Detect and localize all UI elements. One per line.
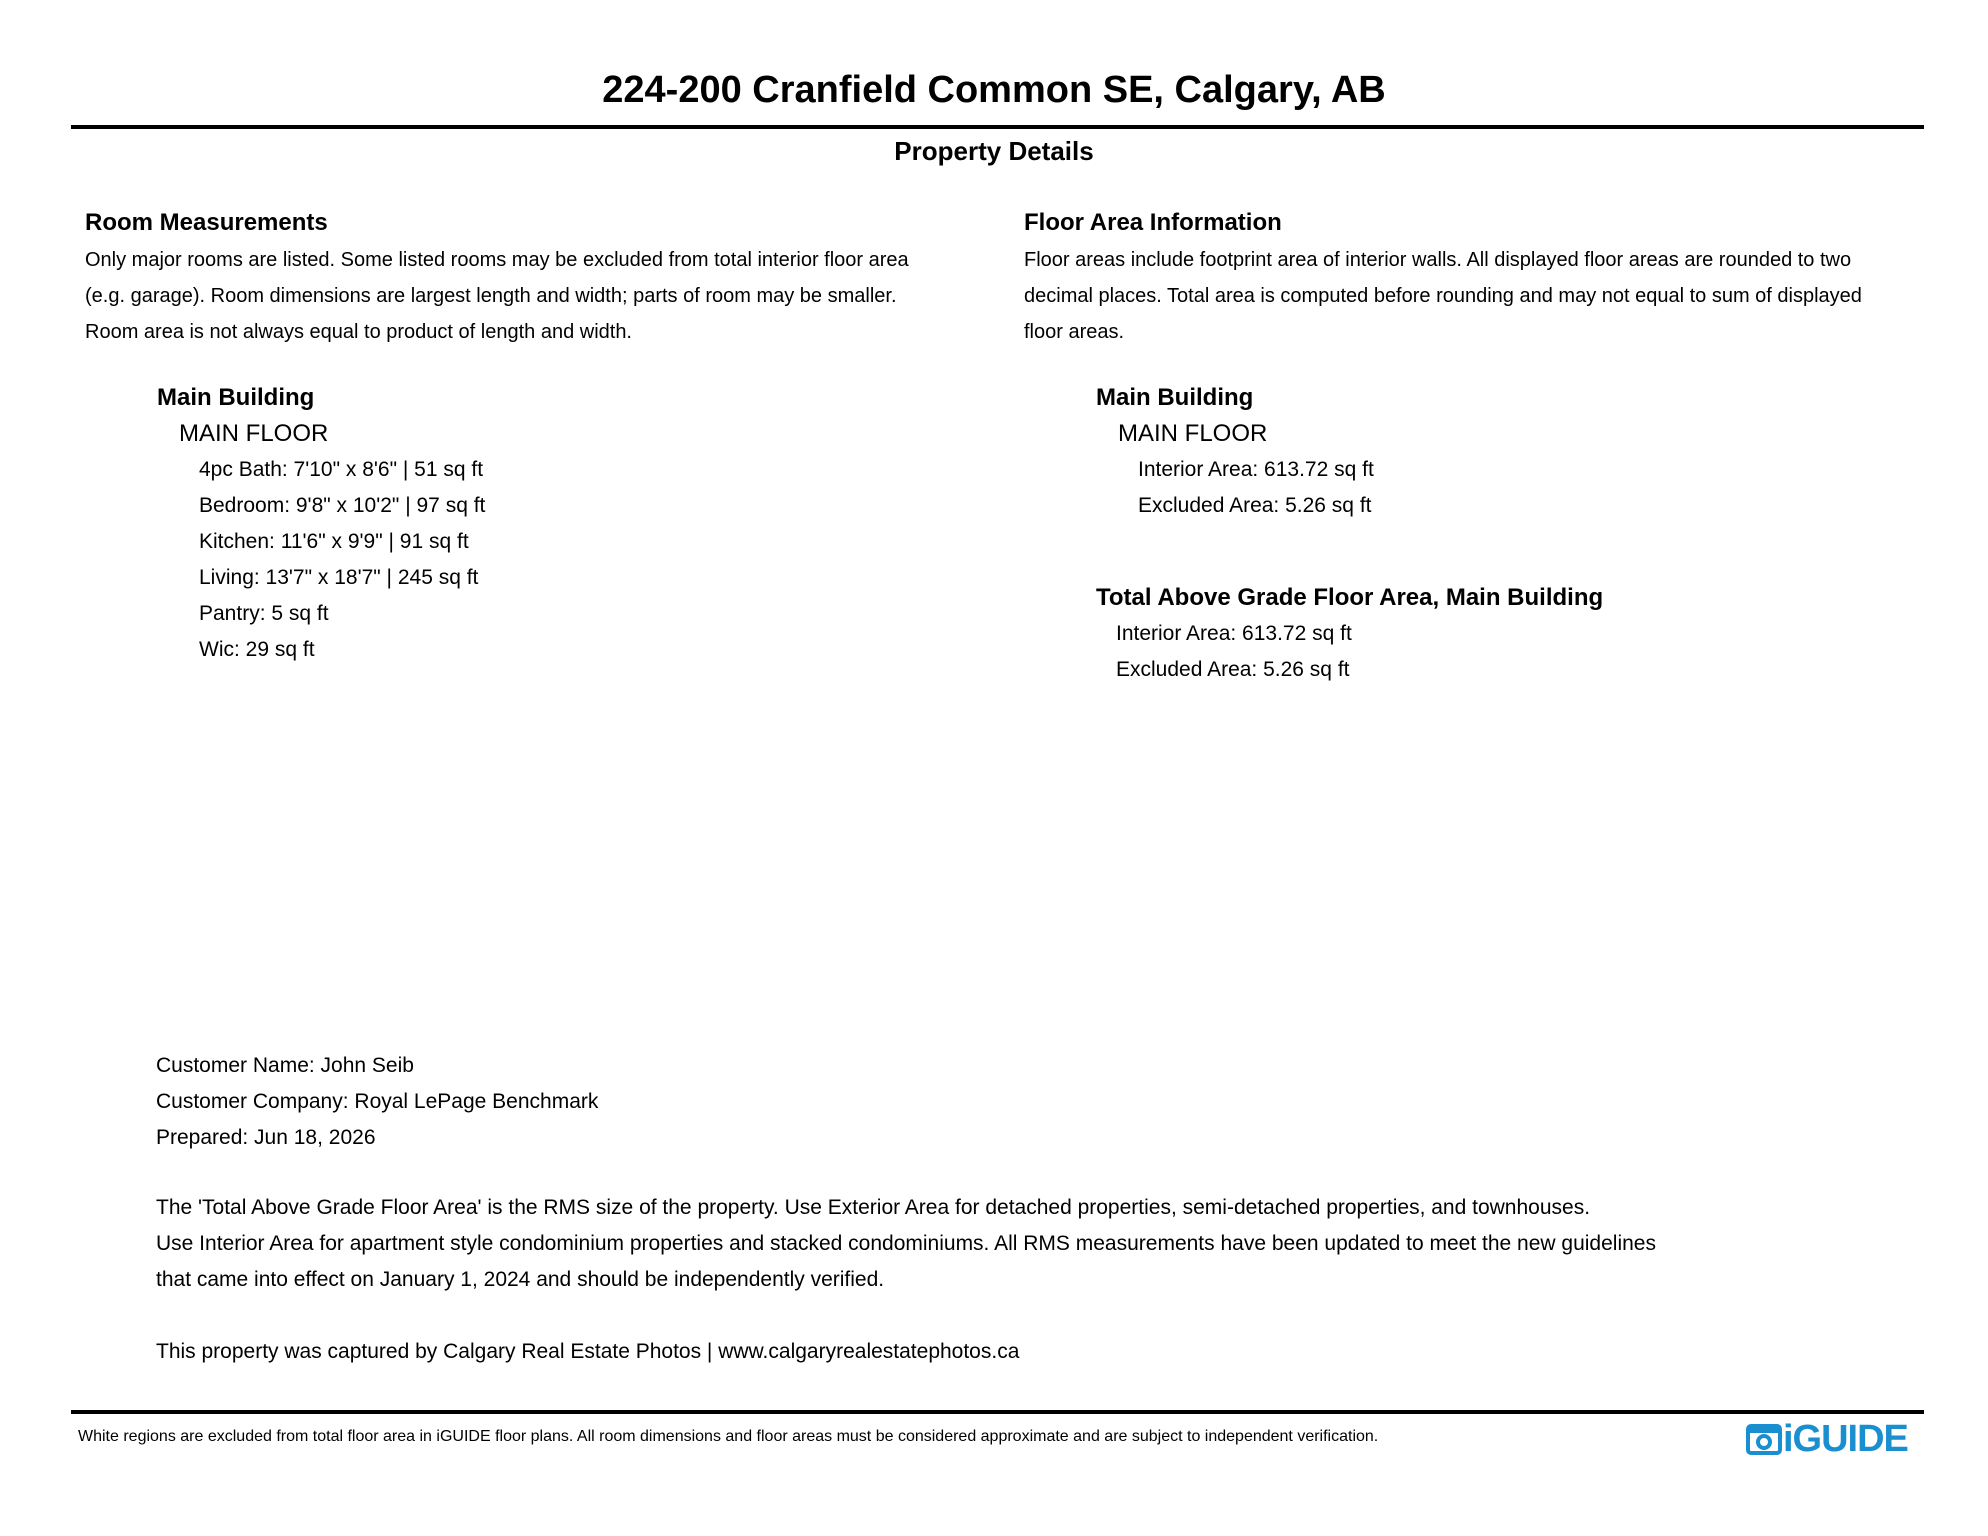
room-item: 4pc Bath: 7'10" x 8'6" | 51 sq ft xyxy=(199,458,484,481)
total-area-list xyxy=(1096,616,1924,688)
total-area-item: Excluded Area: 5.26 sq ft xyxy=(1116,658,1350,681)
room-item: Pantry: 5 sq ft xyxy=(199,602,329,625)
room-building-block xyxy=(85,380,985,668)
floor-area-note xyxy=(1024,242,1924,350)
floor-heading: MAIN FLOOR xyxy=(179,420,329,447)
room-list xyxy=(157,452,985,668)
note-line: Only major rooms are listed. Some listed rooms may be excluded from total interior floor area xyxy=(85,249,909,271)
prepared-date: Prepared: Jun 18, 2026 xyxy=(156,1126,376,1149)
note-line: (e.g. garage). Room dimensions are largest length and width; parts of room may be smaller. xyxy=(85,285,897,307)
room-measurements-note xyxy=(85,242,985,350)
customer-name: Customer Name: John Seib xyxy=(156,1054,414,1077)
customer-company: Customer Company: Royal LePage Benchmark xyxy=(156,1090,599,1113)
note-line: Floor areas include footprint area of interior walls. All displayed floor areas are rounded to two xyxy=(1024,249,1852,271)
page-subtitle: Property Details xyxy=(894,136,1094,166)
note-line: decimal places. Total area is computed before rounding and may not equal to sum of displayed xyxy=(1024,285,1862,307)
disclaimer-line: that came into effect on January 1, 2024 and should be independently verified. xyxy=(156,1268,885,1291)
capture-note: This property was captured by Calgary Real Estate Photos | www.calgaryrealestatephotos.ca xyxy=(156,1340,1020,1363)
room-item: Bedroom: 9'8" x 10'2" | 97 sq ft xyxy=(199,494,486,517)
header-divider xyxy=(71,125,1924,129)
room-measurements-heading: Room Measurements xyxy=(85,209,328,236)
room-item: Kitchen: 11'6" x 9'9" | 91 sq ft xyxy=(199,530,469,553)
area-building-block xyxy=(1024,380,1924,524)
camera-icon xyxy=(1746,1421,1782,1457)
disclaimer-line: The 'Total Above Grade Floor Area' is the RMS size of the property. Use Exterior Area for detached properties, semi-detached properties, and townhouses. xyxy=(156,1196,1591,1219)
room-item: Living: 13'7" x 18'7" | 245 sq ft xyxy=(199,566,479,589)
area-item: Interior Area: 613.72 sq ft xyxy=(1138,458,1374,481)
customer-info xyxy=(156,1048,1856,1156)
logo-text: iGUIDE xyxy=(1783,1418,1908,1460)
room-item: Wic: 29 sq ft xyxy=(199,638,315,661)
note-line: floor areas. xyxy=(1024,321,1125,343)
floor-area-section xyxy=(1024,206,1924,688)
room-measurements-section xyxy=(85,206,985,668)
floor-area-heading: Floor Area Information xyxy=(1024,209,1282,236)
note-line: Room area is not always equal to product of length and width. xyxy=(85,321,632,343)
total-area-item: Interior Area: 613.72 sq ft xyxy=(1116,622,1352,645)
iguide-logo xyxy=(1746,1418,1908,1460)
page-title: 224-200 Cranfield Common SE, Calgary, AB xyxy=(602,69,1386,111)
building-heading: Main Building xyxy=(1096,384,1254,411)
total-area-heading: Total Above Grade Floor Area, Main Building xyxy=(1096,584,1604,611)
disclaimer-line: Use Interior Area for apartment style condominium properties and stacked condominiums. All RMS measurements have been updated to meet the new guidelines xyxy=(156,1232,1656,1255)
footer-note: White regions are excluded from total floor area in iGUIDE floor plans. All room dimensions and floor areas must be considered approximate and are subject to independent verification. xyxy=(78,1428,1379,1445)
area-list xyxy=(1096,452,1924,524)
area-item: Excluded Area: 5.26 sq ft xyxy=(1138,494,1372,517)
building-heading: Main Building xyxy=(157,384,315,411)
total-area-block xyxy=(1024,580,1924,688)
floor-heading: MAIN FLOOR xyxy=(1118,420,1268,447)
footer-divider xyxy=(71,1410,1924,1414)
rms-disclaimer xyxy=(156,1190,1906,1298)
